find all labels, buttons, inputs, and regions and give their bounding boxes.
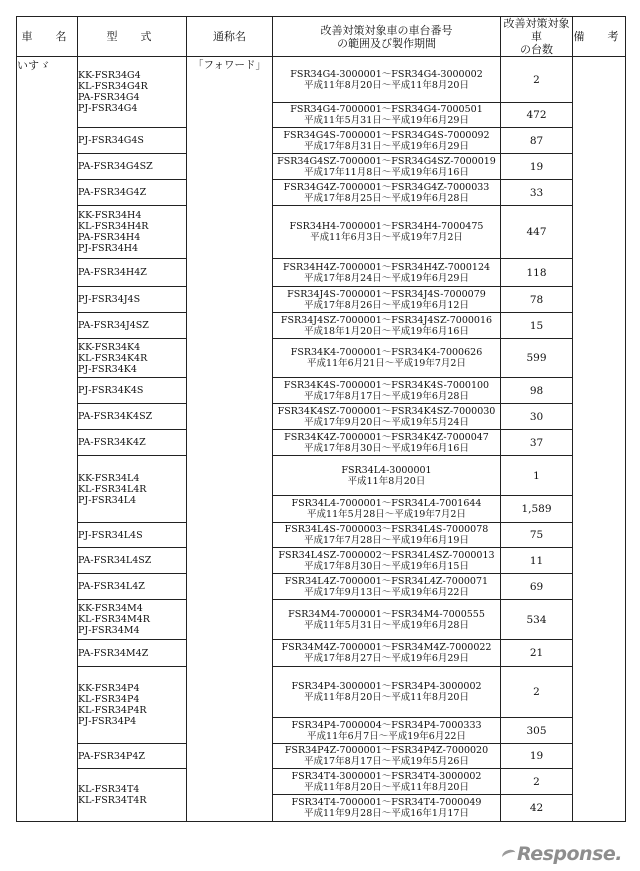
count-cell: 1,589 [501,496,573,523]
range-cell: FSR34P4Z-7000001～FSR34P4Z-7000020 平成17年8月17日～平成19年5月26日 [273,744,501,769]
range-cell: FSR34L4Z-7000001～FSR34L4Z-7000071 平成17年9月13日～平成19年6月22日 [273,574,501,600]
table-row [17,128,626,154]
range-cell: FSR34M4-7000001～FSR34M4-7000555 平成11年5月31日～平成19年6月28日 [273,600,501,640]
count-cell: 42 [501,795,573,822]
table-row [17,378,626,404]
count-cell: 1 [501,456,573,496]
table-row [17,600,626,640]
count-cell: 78 [501,287,573,313]
header-range: 改善対策対象車の車台番号 の範囲及び製作期間 [273,17,501,57]
count-cell: 599 [501,339,573,378]
range-cell: FSR34G4Z-7000001～FSR34G4Z-7000033 平成17年8月25日～平成19年6月28日 [273,180,501,206]
table-row [17,154,626,180]
header-remarks: 備 考 [573,17,626,57]
model-cell: PA-FSR34L4Z [78,574,187,600]
range-cell: FSR34J4SZ-7000001～FSR34J4SZ-7000016 平成18年1月20日～平成19年6月16日 [273,313,501,339]
table-row [17,180,626,206]
model-cell: KK-FSR34H4 KL-FSR34H4R PA-FSR34H4 PJ-FSR34H4 [78,206,187,259]
count-cell: 33 [501,180,573,206]
range-cell: FSR34L4-3000001 平成11年8月20日 [273,456,501,496]
range-cell: FSR34K4Z-7000001～FSR34K4Z-7000047 平成17年8月30日～平成19年6月16日 [273,430,501,456]
table-row [17,339,626,378]
table-row [17,206,626,259]
table-row [17,523,626,548]
table-row [17,640,626,667]
range-cell: FSR34G4-7000001～FSR34G4-7000501 平成11年5月31日～平成19年6月29日 [273,103,501,128]
count-cell: 98 [501,378,573,404]
range-cell: FSR34P4-3000001～FSR34P4-3000002 平成11年8月20日～平成11年8月20日 [273,667,501,718]
model-cell: PJ-FSR34J4S [78,287,187,313]
model-cell: PA-FSR34K4Z [78,430,187,456]
swoosh-logo-icon [501,848,518,862]
header-row [17,17,626,57]
count-cell: 305 [501,718,573,744]
table-row [17,57,626,103]
count-cell: 75 [501,523,573,548]
range-cell: FSR34T4-3000001～FSR34T4-3000002 平成11年8月20日～平成11年8月20日 [273,769,501,795]
range-cell: FSR34L4SZ-7000002～FSR34L4SZ-7000013 平成17年8月30日～平成19年6月15日 [273,548,501,574]
table-row [17,287,626,313]
table-row [17,404,626,430]
count-cell: 37 [501,430,573,456]
header-count: 改善対策対象車 の台数 [501,17,573,57]
count-cell: 447 [501,206,573,259]
model-cell: PA-FSR34G4SZ [78,154,187,180]
count-cell: 472 [501,103,573,128]
model-cell: PA-FSR34L4SZ [78,548,187,574]
range-cell: FSR34K4S-7000001～FSR34K4S-7000100 平成17年8月17日～平成19年6月28日 [273,378,501,404]
model-cell: KK-FSR34P4 KL-FSR34P4 KL-FSR34P4R PJ-FSR34P4 [78,667,187,744]
model-cell: PJ-FSR34G4S [78,128,187,154]
count-cell: 87 [501,128,573,154]
range-cell: FSR34T4-7000001～FSR34T4-7000049 平成11年9月28日～平成16年1月17日 [273,795,501,822]
model-cell: PA-FSR34K4SZ [78,404,187,430]
model-cell: KK-FSR34G4 KL-FSR34G4R PA-FSR34G4 PJ-FSR34G4 [78,57,187,128]
header-model: 型 式 [78,17,187,57]
range-cell: FSR34K4-7000001～FSR34K4-7000626 平成11年6月21日～平成19年7月2日 [273,339,501,378]
model-cell: KL-FSR34T4 KL-FSR34T4R [78,769,187,822]
count-cell: 2 [501,57,573,103]
table-row [17,259,626,287]
range-cell: FSR34H4Z-7000001～FSR34H4Z-7000124 平成17年8月24日～平成19年6月29日 [273,259,501,287]
count-cell: 30 [501,404,573,430]
table-row [17,769,626,795]
count-cell: 118 [501,259,573,287]
table-row [17,456,626,496]
table-row [17,667,626,718]
table-row [17,574,626,600]
count-cell: 21 [501,640,573,667]
table-body [17,57,626,822]
nickname-cell: 「フォワード」 [187,57,273,822]
range-cell: FSR34L4S-7000003～FSR34L4S-7000078 平成17年7月28日～平成19年6月19日 [273,523,501,548]
range-cell: FSR34P4-7000004～FSR34P4-7000333 平成11年6月7日～平成19年6月22日 [273,718,501,744]
range-cell: FSR34K4SZ-7000001～FSR34K4SZ-7000030 平成17年9月20日～平成19年5月24日 [273,404,501,430]
count-cell: 534 [501,600,573,640]
model-cell: KK-FSR34L4 KL-FSR34L4R PJ-FSR34L4 [78,456,187,523]
header-maker: 車 名 [17,17,78,57]
table-row [17,744,626,769]
table-row [17,548,626,574]
model-cell: PA-FSR34G4Z [78,180,187,206]
range-cell: FSR34M4Z-7000001～FSR34M4Z-7000022 平成17年8月27日～平成19年6月29日 [273,640,501,667]
model-cell: PA-FSR34H4Z [78,259,187,287]
table-row [17,430,626,456]
model-cell: PA-FSR34M4Z [78,640,187,667]
range-cell: FSR34J4S-7000001～FSR34J4S-7000079 平成17年8月26日～平成19年6月12日 [273,287,501,313]
count-cell: 19 [501,744,573,769]
range-cell: FSR34G4-3000001～FSR34G4-3000002 平成11年8月20日～平成11年8月20日 [273,57,501,103]
count-cell: 19 [501,154,573,180]
recall-table [16,16,626,822]
range-cell: FSR34H4-7000001～FSR34H4-7000475 平成11年6月3日～平成19年7月2日 [273,206,501,259]
model-cell: PA-FSR34J4SZ [78,313,187,339]
count-cell: 15 [501,313,573,339]
model-cell: PJ-FSR34K4S [78,378,187,404]
maker-cell: いすゞ [17,57,78,822]
model-cell: KK-FSR34K4 KL-FSR34K4R PJ-FSR34K4 [78,339,187,378]
count-cell: 2 [501,667,573,718]
range-cell: FSR34L4-7000001～FSR34L4-7001644 平成11年5月28日～平成19年7月2日 [273,496,501,523]
count-cell: 11 [501,548,573,574]
count-cell: 69 [501,574,573,600]
response-watermark: Response. [502,843,622,865]
remarks-cell [573,57,626,822]
count-cell: 2 [501,769,573,795]
range-cell: FSR34G4SZ-7000001～FSR34G4SZ-7000019 平成17年11月8日～平成19年6月16日 [273,154,501,180]
table-row [17,313,626,339]
range-cell: FSR34G4S-7000001～FSR34G4S-7000092 平成17年8月31日～平成19年6月29日 [273,128,501,154]
model-cell: PJ-FSR34L4S [78,523,187,548]
model-cell: PA-FSR34P4Z [78,744,187,769]
header-nickname: 通称名 [187,17,273,57]
model-cell: KK-FSR34M4 KL-FSR34M4R PJ-FSR34M4 [78,600,187,640]
